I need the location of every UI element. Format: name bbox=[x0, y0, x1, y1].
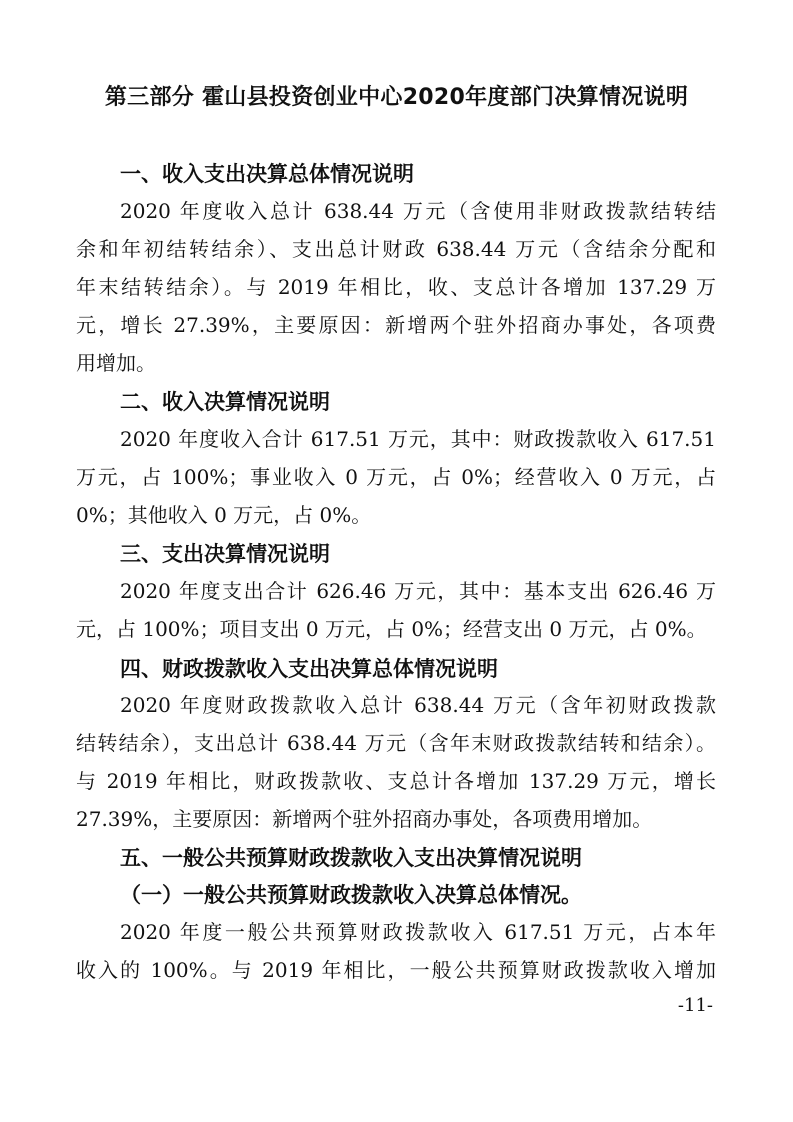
section-5-subheading: （一）一般公共预算财政拨款收入决算总体情况。 bbox=[120, 883, 582, 907]
section-2-paragraph bbox=[76, 420, 716, 534]
text-line: 万元，占 100%；事业收入 0 万元，占 0%；经营收入 0 万元，占 bbox=[76, 465, 716, 489]
section-3-paragraph bbox=[76, 572, 716, 648]
text-line: 2020 年度收入合计 617.51 万元，其中：财政拨款收入 617.51 bbox=[120, 427, 716, 451]
text-line: 2020 年度支出合计 626.46 万元，其中：基本支出 626.46 万 bbox=[120, 579, 716, 603]
text-line: 元，占 100%；项目支出 0 万元，占 0%；经营支出 0 万元，占 0%。 bbox=[76, 617, 707, 641]
page-title: 第三部分 霍山县投资创业中心2020年度部门决算情况说明 bbox=[104, 85, 689, 110]
text-line: 27.39%，主要原因：新增两个驻外招商办事处，各项费用增加。 bbox=[76, 807, 653, 831]
text-line: 0%；其他收入 0 万元，占 0%。 bbox=[76, 503, 372, 527]
text-line: 收入的 100%。与 2019 年相比，一般公共预算财政拨款收入增加 bbox=[76, 958, 716, 982]
section-4-heading: 四、财政拨款收入支出决算总体情况说明 bbox=[120, 657, 498, 681]
section-3-heading: 三、支出决算情况说明 bbox=[120, 542, 330, 566]
section-4-paragraph bbox=[76, 686, 716, 838]
text-line: 元，增长 27.39%，主要原因：新增两个驻外招商办事处，各项费 bbox=[76, 313, 716, 337]
section-1-heading: 一、收入支出决算总体情况说明 bbox=[120, 162, 414, 186]
page-number: -11- bbox=[677, 995, 713, 1016]
text-line: 2020 年度财政拨款收入总计 638.44 万元（含年初财政拨款 bbox=[120, 693, 716, 717]
section-2-heading: 二、收入决算情况说明 bbox=[120, 390, 330, 414]
section-1-paragraph bbox=[76, 192, 716, 382]
text-line: 2020 年度一般公共预算财政拨款收入 617.51 万元，占本年 bbox=[120, 920, 716, 944]
text-line: 与 2019 年相比，财政拨款收、支总计各增加 137.29 万元，增长 bbox=[76, 769, 716, 793]
text-line: 结转结余），支出总计 638.44 万元（含年末财政拨款结转和结余）。 bbox=[76, 731, 716, 755]
text-line: 2020 年度收入总计 638.44 万元（含使用非财政拨款结转结 bbox=[120, 199, 716, 223]
text-line: 余和年初结转结余）、支出总计财政 638.44 万元（含结余分配和 bbox=[76, 237, 716, 261]
section-5-paragraph bbox=[76, 913, 716, 989]
text-line: 年末结转结余）。与 2019 年相比，收、支总计各增加 137.29 万 bbox=[76, 275, 716, 299]
section-5-heading: 五、一般公共预算财政拨款收入支出决算情况说明 bbox=[120, 846, 582, 870]
text-line: 用增加。 bbox=[76, 351, 156, 375]
